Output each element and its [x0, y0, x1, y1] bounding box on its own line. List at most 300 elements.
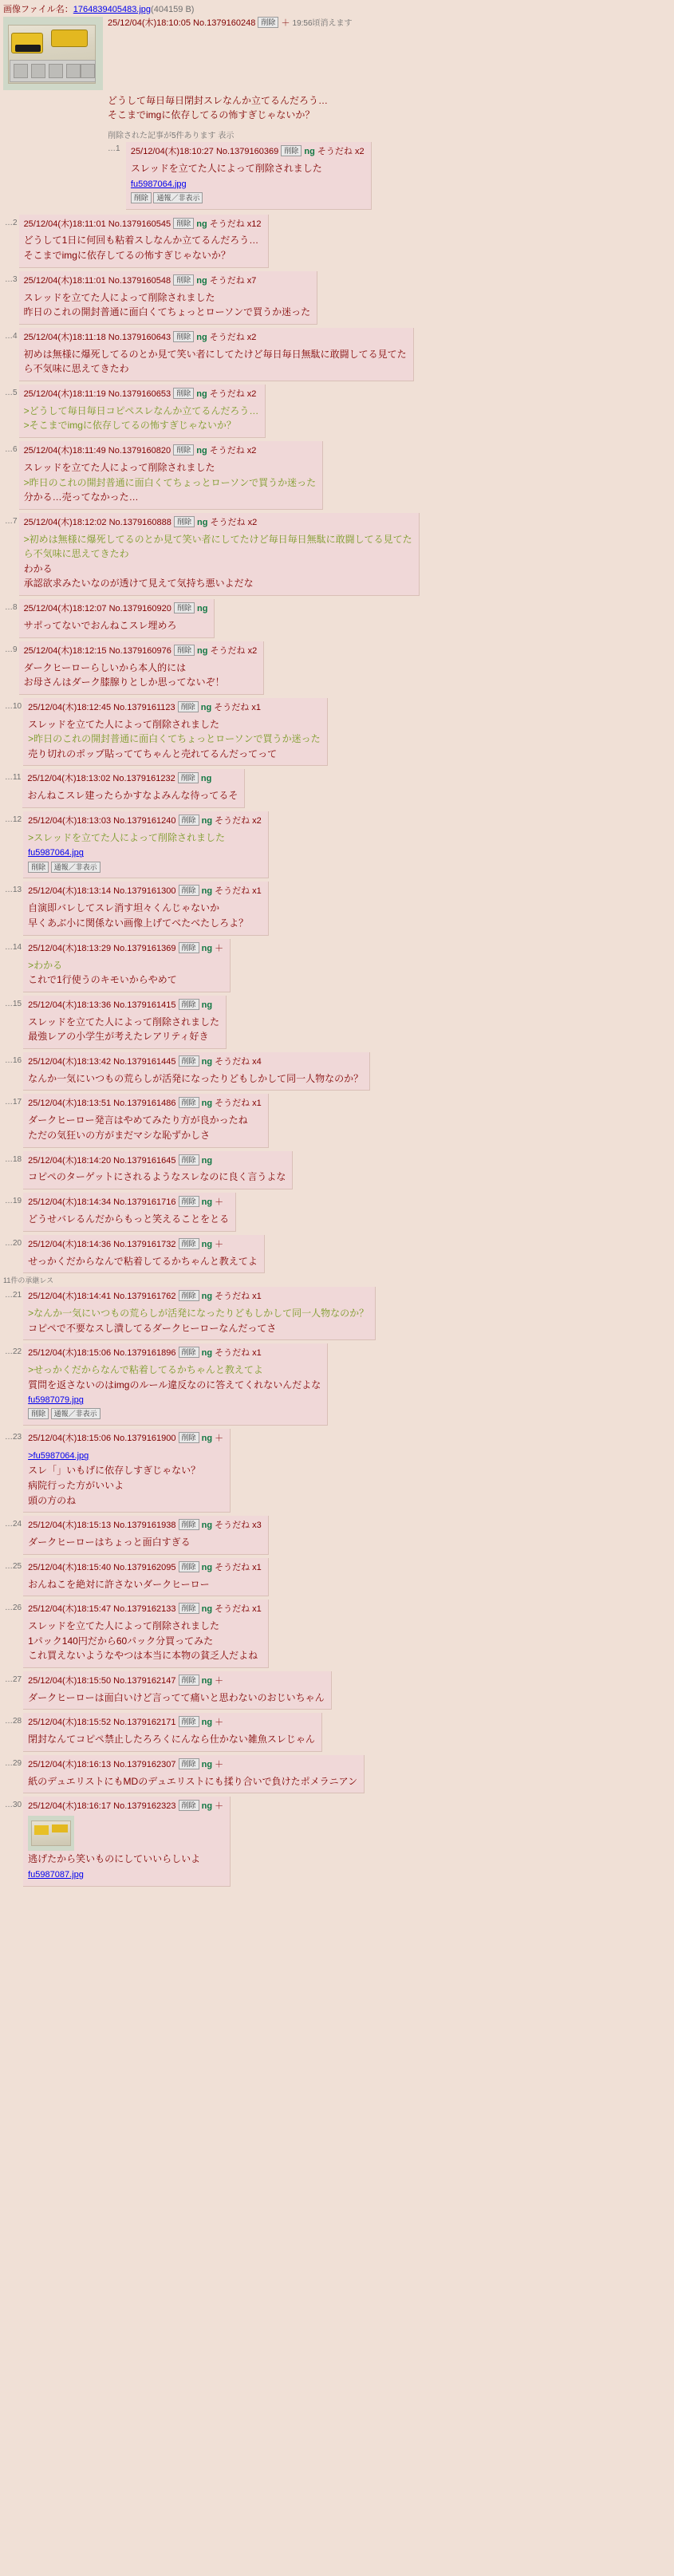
- reply-delete-button[interactable]: 削除: [179, 1603, 199, 1614]
- reply-sodane-count[interactable]: そうだね x2: [209, 446, 257, 456]
- reply-post: [19, 641, 265, 695]
- reply-timestamp: 25/12/04(木)18:13:03: [28, 815, 112, 826]
- reply-marker: …21: [5, 1291, 22, 1300]
- reply-delete-button[interactable]: 削除: [281, 145, 302, 156]
- reply-timestamp: 25/12/04(木)18:15:52: [28, 1718, 112, 1728]
- reply-file-controls: [28, 862, 262, 874]
- reply-deleted-note: スレッドを立てた人によって削除されました: [23, 291, 215, 303]
- reply-delete-button[interactable]: 削除: [173, 274, 194, 286]
- file-header-dims: (404159 B): [151, 5, 195, 14]
- reply-marker: …27: [5, 1675, 22, 1684]
- reply-post-number[interactable]: No.1379162307: [113, 1759, 176, 1769]
- reply-list: [0, 213, 674, 1889]
- reply-post: [22, 769, 245, 808]
- reply-meta: [28, 1347, 321, 1360]
- reply-row: [0, 598, 674, 640]
- reply-sodane-count[interactable]: そうだね x1: [215, 886, 262, 897]
- reply-post-number[interactable]: No.1379161732: [113, 1239, 176, 1249]
- reply-post: [23, 1797, 231, 1887]
- reply-delete-button[interactable]: 削除: [179, 1055, 199, 1067]
- reply-name: ng: [200, 774, 212, 784]
- reply-marker: …10: [5, 701, 22, 711]
- reply-body: [28, 1535, 262, 1550]
- reply-body-line: なんか一気にいつもの荒らしが活発になったりどもしかして同一人物なのか？: [28, 1072, 364, 1084]
- reply-delete-button[interactable]: 削除: [174, 602, 195, 613]
- reply-post: [23, 1429, 231, 1513]
- reply-post-number[interactable]: No.1379161369: [113, 943, 176, 953]
- reply-body-line: おんねこを絶対に許さないダークヒーロー: [28, 1578, 210, 1590]
- reply-post-number[interactable]: No.1379161762: [113, 1292, 176, 1302]
- reply-post: [23, 1600, 269, 1668]
- reply-marker: …29: [5, 1758, 22, 1768]
- reply-meta: [28, 1196, 229, 1209]
- reply-marker: …13: [5, 886, 22, 895]
- reply-body-line: 紙のデュエリストにもMDのデュエリストにも揉り合いで負けたポメラニアン: [28, 1775, 358, 1787]
- reply-post-number[interactable]: No.1379160820: [108, 446, 171, 456]
- reply-delete-button[interactable]: 削除: [179, 1716, 199, 1727]
- reply-body: [28, 1212, 229, 1227]
- reply-meta: [28, 1603, 262, 1616]
- reply-body-line: 閉封なんてコピペ禁止したろろくにんなら仕かない雑魚スレじゃん: [28, 1734, 315, 1746]
- reply-body: [24, 290, 311, 320]
- reply-quote-link[interactable]: >fu5987064.jpg: [28, 1451, 89, 1462]
- reply-delete-button[interactable]: 削除: [179, 1097, 199, 1108]
- reply-post-number[interactable]: No.1379160545: [108, 219, 171, 229]
- reply-quote-line: >初めは無様に爆死してるのとか見て笑い者にしてたけど毎日毎日無駄に敢闘してる見てた: [23, 533, 412, 545]
- reply-body: [24, 460, 317, 505]
- reply-body-line: わかる: [23, 562, 53, 574]
- reply-sodane-count[interactable]: そうだね x7: [209, 275, 257, 286]
- reply-quote-line: >スレッドを立てた人によって削除されました: [28, 831, 226, 843]
- reply-timestamp: 25/12/04(木)18:16:13: [28, 1759, 112, 1769]
- reply-sodane-count[interactable]: そうだね x4: [215, 1056, 262, 1067]
- reply-post-number[interactable]: No.1379161445: [113, 1056, 176, 1067]
- reply-sodane-count[interactable]: そうだね x2: [210, 517, 258, 527]
- reply-row: [0, 1753, 674, 1796]
- reply-name: ng: [201, 1000, 213, 1010]
- reply-file-link[interactable]: fu5987064.jpg: [28, 848, 84, 858]
- reply-name: ng: [201, 886, 213, 897]
- reply-row: [0, 213, 674, 270]
- reply-name: ng: [197, 604, 208, 614]
- reply-marker: …5: [5, 388, 18, 397]
- reply-file-link[interactable]: fu5987079.jpg: [28, 1395, 84, 1406]
- reply-marker: …8: [5, 603, 18, 613]
- reply-sodane-count[interactable]: ＋: [215, 943, 224, 953]
- reply-row: [0, 270, 674, 326]
- reply-post: [19, 385, 266, 438]
- reply-meta: [24, 218, 262, 231]
- file-header: [0, 0, 674, 17]
- reply-quote-line: ら不気味に思えてきたわ: [23, 548, 129, 560]
- reply-body: [28, 1071, 363, 1087]
- reply-meta: [28, 815, 262, 828]
- reply-post-number[interactable]: No.1379161716: [113, 1197, 176, 1208]
- reply-timestamp: 25/12/04(木)18:13:42: [28, 1056, 112, 1067]
- reply-thumbnail-image[interactable]: [28, 1816, 74, 1851]
- reply-body-line: ダークヒーロー発言はやめてみたり方が良かったね: [28, 1114, 248, 1126]
- reply-timestamp: 25/12/04(木)18:11:49: [23, 446, 106, 456]
- reply-body-line: 逃げたから笑いものにしていいらしいよ: [28, 1853, 201, 1865]
- reply-row: [0, 1150, 674, 1192]
- reply-body-line: ら不気味に思えてきたわ: [23, 363, 129, 375]
- deleted-posts-note[interactable]: 削除された記事が5件あります 表示: [108, 132, 235, 140]
- op-delete-button[interactable]: 削除: [258, 17, 278, 28]
- reply-post: [23, 1235, 265, 1274]
- reply-row: [0, 1342, 674, 1427]
- reply-body: [28, 1015, 219, 1044]
- reply-name: ng: [200, 702, 212, 712]
- reply-meta: [28, 1055, 363, 1069]
- reply-delete-button[interactable]: 削除: [178, 772, 199, 783]
- reply-name: ng: [201, 1604, 213, 1615]
- reply-marker: …7: [5, 516, 18, 526]
- reply-post-number[interactable]: No.1379161486: [113, 1099, 176, 1109]
- reply-timestamp: 25/12/04(木)18:13:51: [28, 1099, 112, 1109]
- reply-sodane-count[interactable]: そうだね x1: [215, 1604, 262, 1615]
- reply-meta: [24, 388, 259, 401]
- reply-post-number[interactable]: No.1379161896: [113, 1348, 176, 1359]
- reply-marker: …19: [5, 1197, 22, 1206]
- reply-marker: …28: [5, 1717, 22, 1726]
- reply-meta: [28, 1675, 325, 1688]
- reply-post-number[interactable]: No.1379161232: [112, 774, 175, 784]
- reply-sodane-count[interactable]: そうだね x1: [215, 1348, 262, 1359]
- reply-quote-line: >わかる: [28, 959, 63, 971]
- reply-timestamp: 25/12/04(木)18:14:41: [28, 1292, 112, 1302]
- reply-sodane-count[interactable]: そうだね x1: [215, 1099, 262, 1109]
- reply-name: ng: [201, 1718, 213, 1728]
- reply-row: [0, 1092, 674, 1149]
- reply-name: ng: [201, 1348, 213, 1359]
- reply-sodane-count[interactable]: そうだね x1: [215, 1562, 262, 1572]
- reply-quote-line: >そこまでimgに依存してるの怖すぎじゃないか？: [23, 420, 236, 432]
- reply-timestamp: 25/12/04(木)18:15:06: [28, 1348, 112, 1359]
- reply-post: [23, 882, 269, 935]
- reply-post-number[interactable]: No.1379161938: [113, 1521, 176, 1531]
- reply-deleted-note: スレッドを立てた人によって削除されました: [28, 718, 220, 730]
- op-post-number[interactable]: No.1379160248: [193, 18, 256, 28]
- reply-body-line: 分かる…売ってなかった…: [23, 491, 139, 503]
- reply-marker: …11: [5, 773, 22, 783]
- reply-post: [23, 996, 227, 1049]
- reply-post: [23, 1713, 322, 1752]
- reply-sodane-count[interactable]: そうだね x2: [209, 332, 257, 342]
- reply-post: [23, 698, 328, 767]
- reply-delete-button[interactable]: 削除: [174, 645, 195, 656]
- reply-body-line: 質問を返さないのはimgのルール違反なのに答えてくれないんだよな: [28, 1379, 321, 1391]
- reply-timestamp: 25/12/04(木)18:10:27: [130, 147, 214, 156]
- thumbnail-card-strip-graphic: [10, 60, 96, 82]
- reply-file-report-button[interactable]: 通報／非表示: [51, 862, 101, 873]
- reply-deleted-note: スレッドを立てた人によって削除されました: [28, 1016, 220, 1028]
- deleted-count-marker: 11件の承継レス: [3, 1276, 54, 1285]
- reply-timestamp: 25/12/04(木)18:13:14: [28, 886, 112, 897]
- reply-row: [0, 1670, 674, 1712]
- reply-delete-button[interactable]: 削除: [179, 1800, 199, 1811]
- reply-timestamp: 25/12/04(木)18:15:47: [28, 1604, 112, 1615]
- reply-body: [28, 1619, 262, 1663]
- reply-row: [0, 1598, 674, 1670]
- reply-row: [0, 440, 674, 511]
- reply-post: [19, 599, 215, 638]
- reply-quote-line: >どうして毎日毎日コピペスレなんか立てるんだろう…: [23, 404, 259, 416]
- reply-body-line: 昨日のこれの開封普通に面白くてちょっとローソンで買うか迷った: [23, 306, 311, 318]
- reply-delete-button[interactable]: 削除: [173, 388, 194, 399]
- reply-body-line: ダークヒーローは面白いけど言ってて痛いと思わないのおじいちゃん: [28, 1691, 325, 1703]
- reply-sodane-count[interactable]: ＋: [215, 1434, 224, 1444]
- reply-name: ng: [201, 1434, 213, 1444]
- reply-post: [23, 811, 269, 879]
- reply-row: [0, 1191, 674, 1233]
- reply-body: [27, 788, 238, 803]
- reply-delete-button[interactable]: 削除: [179, 1561, 199, 1572]
- reply-file-delete-button[interactable]: 削除: [131, 192, 152, 203]
- reply-body-line: これ買えないようなやつは本当に本物の貧乏人だよね: [28, 1650, 258, 1662]
- reply-meta: [28, 1561, 262, 1575]
- reply-post-number[interactable]: No.1379160369: [215, 147, 279, 156]
- reply-post-number[interactable]: No.1379160976: [108, 645, 171, 656]
- reply-body-line: 承認欲求みたいなのが透けて見えて気持ち悪いよだな: [23, 578, 254, 590]
- reply-marker: …2: [5, 218, 18, 227]
- reply-post: [19, 441, 324, 510]
- reply-body-line: そこまでimgに依存してるの怖すぎじゃないか？: [23, 250, 231, 262]
- reply-post-number[interactable]: No.1379160653: [108, 389, 171, 399]
- reply-body: [24, 532, 412, 591]
- reply-post-number[interactable]: No.1379161240: [113, 815, 176, 826]
- reply-row: [0, 511, 674, 598]
- reply-timestamp: 25/12/04(木)18:11:18: [23, 332, 106, 342]
- reply-body-line: 病院行った方がいいよ: [28, 1479, 124, 1491]
- reply-row: [0, 994, 674, 1051]
- reply-timestamp: 25/12/04(木)18:15:50: [28, 1675, 112, 1686]
- reply-delete-button[interactable]: 削除: [179, 885, 199, 896]
- reply-delete-button[interactable]: 削除: [179, 1432, 199, 1443]
- reply-meta: [28, 1097, 262, 1110]
- reply-body-line: 最強レアの小学生が考えたレアリティ好き: [28, 1031, 209, 1043]
- reply-timestamp: 25/12/04(木)18:11:19: [23, 389, 106, 399]
- reply-meta: [28, 1519, 262, 1533]
- reply-marker: …15: [5, 999, 22, 1008]
- op-thumbnail-image[interactable]: [3, 17, 103, 90]
- reply-row: [0, 640, 674, 696]
- op-body: [108, 92, 671, 122]
- reply-body-line: 早くあぶ小に関係ない画像上げてべたべたしろよ？: [28, 917, 249, 929]
- reply-post: [19, 328, 414, 381]
- reply-sodane-count[interactable]: ＋: [215, 1675, 224, 1686]
- reply-delete-button[interactable]: 削除: [173, 331, 194, 342]
- reply-post: [23, 1343, 328, 1426]
- reply-quote-line: >せっかくだからなんで粘着してるかちゃんと教えてよ: [28, 1364, 263, 1376]
- reply-row: [0, 696, 674, 768]
- reply-post-number[interactable]: No.1379162133: [113, 1604, 176, 1615]
- reply-marker: …18: [5, 1154, 22, 1164]
- reply-file-report-button[interactable]: 通報／非表示: [51, 1408, 101, 1419]
- reply-file-delete-button[interactable]: 削除: [28, 1408, 49, 1419]
- reply-post: [23, 1671, 332, 1710]
- reply-post: [23, 1516, 269, 1555]
- reply-file-delete-button[interactable]: 削除: [28, 862, 49, 873]
- reply-meta: [28, 1432, 223, 1446]
- reply-post: [23, 1755, 365, 1794]
- reply-delete-button[interactable]: 削除: [179, 1758, 199, 1769]
- reply-post-number[interactable]: No.1379162147: [113, 1675, 176, 1686]
- reply-post: [23, 1287, 376, 1340]
- reply-body-line: どうせバレるんだからもっと笑えることをとる: [28, 1213, 230, 1225]
- reply-post-number[interactable]: No.1379162171: [113, 1718, 176, 1728]
- file-header-filename-link[interactable]: 1764839405483.jpg: [73, 5, 152, 14]
- reply-body-line: 頭の方のね: [28, 1494, 77, 1506]
- reply-file-report-button[interactable]: 通報／非表示: [153, 192, 203, 203]
- reply-post-number[interactable]: No.1379161300: [113, 886, 176, 897]
- reply-delete-button[interactable]: 削除: [179, 1154, 199, 1166]
- reply-name: ng: [196, 219, 207, 229]
- reply-sodane-count[interactable]: そうだね x2: [317, 147, 365, 156]
- reply-delete-button[interactable]: 削除: [179, 1347, 199, 1358]
- reply-meta: [28, 999, 219, 1012]
- op-timestamp: 25/12/04(木)18:10:05: [108, 18, 191, 28]
- reply-post-number[interactable]: No.1379160643: [108, 332, 171, 342]
- reply-post-number[interactable]: No.1379160888: [108, 517, 171, 527]
- reply-body-line: ダークヒーローらしいから本人的には: [23, 661, 187, 673]
- reply-meta: [28, 885, 262, 898]
- reply-body: [28, 1170, 286, 1185]
- reply-delete-button[interactable]: 削除: [179, 942, 199, 953]
- reply-delete-button[interactable]: 削除: [173, 444, 194, 456]
- reply-file-link[interactable]: fu5987064.jpg: [130, 179, 187, 189]
- reply-row: [0, 767, 674, 810]
- reply-meta: [28, 1154, 286, 1168]
- reply-body: [28, 1732, 315, 1747]
- reply-body: [28, 901, 262, 930]
- reply-body: [28, 1254, 258, 1269]
- reply-timestamp: 25/12/04(木)18:15:40: [28, 1562, 112, 1572]
- reply-delete-button[interactable]: 削除: [179, 1238, 199, 1249]
- reply-sodane-count[interactable]: そうだね x3: [215, 1521, 262, 1531]
- reply-meta: [24, 444, 317, 458]
- reply-body: [24, 661, 258, 690]
- reply-marker: …22: [5, 1347, 22, 1357]
- reply-sodane-count[interactable]: そうだね x1: [214, 702, 261, 712]
- reply-name: ng: [304, 147, 315, 156]
- reply-post-number[interactable]: No.1379161123: [113, 702, 175, 712]
- reply-delete-button[interactable]: 削除: [179, 815, 199, 826]
- reply-post-number[interactable]: No.1379161645: [113, 1155, 176, 1166]
- reply-marker: …30: [5, 1801, 22, 1810]
- reply-sodane-count[interactable]: そうだね x12: [209, 219, 262, 229]
- reply-sodane-count[interactable]: そうだね x2: [215, 815, 262, 826]
- reply-marker: …25: [5, 1561, 22, 1571]
- reply-meta: [24, 331, 407, 345]
- reply-marker: …16: [5, 1055, 22, 1065]
- reply-post: [19, 513, 420, 596]
- reply-post: [23, 1094, 269, 1147]
- reply-body: [28, 830, 262, 874]
- reply-marker: …9: [5, 645, 18, 654]
- reply-row: [0, 383, 674, 440]
- op-expiry-note: 19:56頃消えます: [292, 19, 353, 28]
- reply-marker: …24: [5, 1520, 22, 1529]
- reply-meta: [28, 1758, 357, 1772]
- reply-body: [28, 958, 223, 988]
- reply-delete-button[interactable]: 削除: [179, 999, 199, 1010]
- reply-sodane-count[interactable]: ＋: [215, 1759, 224, 1769]
- reply-timestamp: 25/12/04(木)18:15:13: [28, 1521, 112, 1531]
- reply-delete-button[interactable]: 削除: [179, 1196, 199, 1207]
- reply-row: [0, 326, 674, 383]
- reply-timestamp: 25/12/04(木)18:14:36: [28, 1239, 112, 1249]
- reply-sodane-count[interactable]: ＋: [215, 1801, 224, 1812]
- reply-delete-button[interactable]: 削除: [173, 218, 194, 229]
- reply-post-number[interactable]: No.1379162095: [113, 1562, 176, 1572]
- reply-meta: [28, 942, 223, 956]
- reply-body-line: これで1行使うのキモいからやめて: [28, 974, 177, 986]
- reply-name: ng: [201, 1099, 213, 1109]
- reply-timestamp: 25/12/04(木)18:13:29: [28, 943, 112, 953]
- op-plus-button[interactable]: ＋: [281, 18, 290, 28]
- reply-name: ng: [197, 645, 208, 656]
- reply-delete-button[interactable]: 削除: [179, 1675, 199, 1686]
- reply-marker: …26: [5, 1604, 22, 1613]
- reply-timestamp: 25/12/04(木)18:15:06: [28, 1434, 112, 1444]
- reply-body: [28, 1577, 262, 1592]
- reply-name: ng: [201, 943, 213, 953]
- reply-marker: …6: [5, 445, 18, 455]
- reply-row: [0, 1795, 674, 1888]
- reply-body: [24, 618, 208, 633]
- reply-marker: …14: [5, 942, 22, 952]
- reply-post-number[interactable]: No.1379160920: [108, 604, 171, 614]
- reply-sodane-count[interactable]: そうだね x2: [209, 389, 257, 399]
- op-meta: [108, 17, 671, 30]
- reply-delete-button[interactable]: 削除: [179, 1290, 199, 1301]
- reply-sodane-count[interactable]: そうだね x2: [210, 645, 258, 656]
- reply-body: [28, 1816, 223, 1882]
- reply-deleted-note: スレッドを立てた人によって削除されました: [130, 162, 322, 174]
- reply-timestamp: 25/12/04(木)18:13:36: [28, 1000, 112, 1010]
- reply-delete-button[interactable]: 削除: [174, 516, 195, 527]
- reply-delete-button[interactable]: 削除: [178, 701, 199, 712]
- reply-meta: [28, 701, 321, 715]
- reply-body: [28, 1448, 223, 1508]
- reply-sodane-count[interactable]: ＋: [215, 1197, 224, 1208]
- reply-sodane-count[interactable]: そうだね x1: [215, 1292, 262, 1302]
- reply-timestamp: 25/12/04(木)18:13:02: [27, 774, 111, 784]
- reply-name: ng: [201, 1155, 213, 1166]
- reply-body-line: どうして1日に何回も粘着スしなんか立てるんだろう…: [23, 235, 259, 247]
- reply-delete-button[interactable]: 削除: [179, 1519, 199, 1530]
- reply-timestamp: 25/12/04(木)18:12:07: [23, 604, 107, 614]
- reply-post-number[interactable]: No.1379160548: [108, 275, 171, 286]
- reply-meta: [27, 772, 238, 786]
- reply-timestamp: 25/12/04(木)18:14:20: [28, 1155, 112, 1166]
- reply-marker: …20: [5, 1238, 22, 1248]
- reply-body: [24, 404, 259, 433]
- reply-file-link[interactable]: fu5987087.jpg: [28, 1870, 84, 1880]
- reply-sodane-count[interactable]: ＋: [215, 1718, 224, 1728]
- reply-name: ng: [196, 389, 207, 399]
- reply-post-number[interactable]: No.1379162323: [113, 1801, 176, 1812]
- reply-sodane-count[interactable]: ＋: [215, 1239, 224, 1249]
- reply-meta: [24, 602, 208, 616]
- reply-meta: [28, 1290, 369, 1304]
- reply-post-number[interactable]: No.1379161415: [113, 1000, 176, 1010]
- reply-name: ng: [201, 1759, 213, 1769]
- reply-body: [24, 233, 262, 262]
- reply-post-number[interactable]: No.1379161900: [113, 1434, 176, 1444]
- thumbnail-car-graphic-2: [51, 30, 88, 47]
- reply-row: [0, 1051, 674, 1093]
